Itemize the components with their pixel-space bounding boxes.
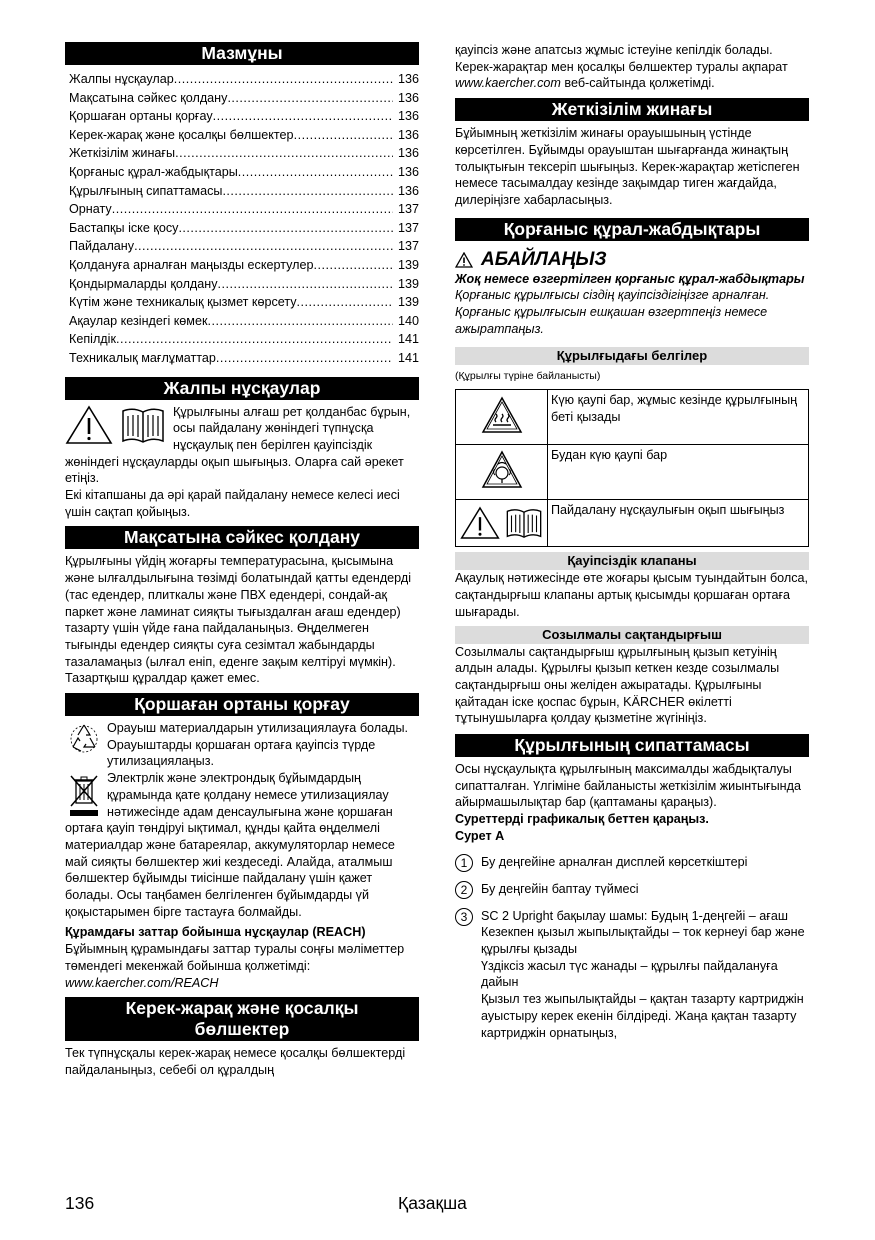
- kaercher-link[interactable]: www.kaercher.com: [455, 76, 561, 91]
- general-icons: [65, 405, 167, 445]
- toc-entry[interactable]: [69, 220, 419, 239]
- steam-burn-icon: [481, 450, 523, 490]
- item-text-line: SC 2 Upright бақылау шамы: Будың 1-деңгейі – ағаш: [481, 908, 788, 923]
- toc-leader-dots: [134, 238, 393, 255]
- toc-leader-dots: [213, 108, 393, 125]
- description-heading: Құрылғының сипаттамасы: [455, 734, 809, 757]
- warning-triangle-icon: [460, 506, 500, 540]
- symbols-note: (Құрылғы түріне байланысты): [455, 370, 601, 383]
- toc-entry[interactable]: [69, 127, 419, 146]
- delivery-heading: Жеткізілім жинағы: [455, 98, 809, 121]
- intended-use-paragraph-1: Құрылғыны үйдің жоғарғы температурасына, қысымына және ылғалдылығына төзімді болатындай қатты едендерді (тас едендер, плиткалы және ПВХ едендері, сондай-ақ паркет және ламинат сияқты тығыздалған ағаш едендер) тазарту үшін үйде ғана пайдаланыңыз. Өңделмеген тығынды едендер сияқты суға сезімтал жабындарды тазаламаңыз (ылғал еніп, еденге зақым келтіруі мүмкін).: [65, 554, 412, 669]
- toc-entry-page: 141: [397, 332, 419, 347]
- intended-use-section: [65, 553, 419, 687]
- toc-entry-page: 136: [397, 72, 419, 86]
- description-figure-note: Суреттерді графикалық беттен қараңыз.: [455, 812, 709, 827]
- protective-heading: Қорғаныс құрал-жабдықтары: [455, 218, 809, 241]
- toc-entry-page: 140: [397, 313, 419, 328]
- toc-leader-dots: [116, 331, 393, 348]
- toc-entry[interactable]: [69, 313, 419, 332]
- toc-entry-page: 139: [397, 295, 419, 310]
- symbol-icon-cell: [456, 390, 548, 445]
- toc-entry-page: 139: [397, 276, 419, 291]
- description-figure-label: Сурет А: [455, 828, 505, 843]
- toc-entry-title: Техникалық мағлұматтар: [69, 350, 216, 365]
- crossed-bin-icon: [67, 772, 101, 818]
- item-number-circle: 1: [455, 854, 473, 872]
- toc-leader-dots: [238, 164, 393, 181]
- toc-entry-page: 141: [397, 350, 419, 365]
- environment-section: [65, 720, 419, 991]
- toc-entry[interactable]: [69, 71, 419, 90]
- general-paragraph-2: Екі кітапшаны да әрі қарай пайдалану немесе келесі иесі үшін сақтап қойыңыз.: [65, 488, 400, 519]
- toc-leader-dots: [297, 294, 393, 311]
- toc-entry[interactable]: [69, 350, 419, 369]
- toc-entry-page: 136: [397, 127, 419, 142]
- toc-entry[interactable]: [69, 294, 419, 313]
- item-number-wrapper: [455, 881, 481, 899]
- toc-leader-dots: [227, 90, 393, 107]
- toc-entry-title: Қолдануға арналған маңызды ескертулер: [69, 257, 314, 272]
- recycling-icon: [67, 721, 101, 755]
- toc-leader-dots: [175, 145, 393, 162]
- toc-entry-title: Қоршаған ортаны қорғау: [69, 109, 213, 124]
- toc-entry-title: Пайдалану: [69, 239, 135, 254]
- description-list: [455, 854, 809, 1042]
- toc-entry[interactable]: [69, 183, 419, 202]
- read-manual-icon: [119, 405, 167, 445]
- item-text: [481, 854, 809, 872]
- toc-entry-title: Керек-жарақ және қосалқы бөлшектер: [69, 127, 294, 142]
- toc-entry-title: Күтім және техникалық қызмет көрсету: [69, 295, 297, 310]
- toc-entry-title: Орнату: [69, 202, 112, 217]
- general-heading: Жалпы нұсқаулар: [65, 377, 419, 400]
- toc-entry[interactable]: [69, 238, 419, 257]
- toc-leader-dots: [314, 257, 393, 274]
- toc-heading: Мазмұны: [65, 42, 419, 65]
- left-column: [65, 42, 419, 1079]
- read-manual-icon: [504, 506, 544, 540]
- symbols-table: [455, 389, 809, 547]
- toc-entry-title: Мақсатына сәйкес қолдану: [69, 90, 228, 105]
- intended-use-heading: Мақсатына сәйкес қолдану: [65, 526, 419, 549]
- toc-entry-page: 136: [397, 164, 419, 179]
- toc-entry-page: 136: [397, 183, 419, 198]
- toc-entry-page: 137: [397, 202, 419, 217]
- toc-entry-page: 136: [397, 146, 419, 161]
- symbol-icon-cell: [456, 500, 548, 547]
- caution-triangle-icon: [455, 252, 473, 268]
- symbol-text: Пайдалану нұсқаулығын оқып шығыңыз: [548, 500, 809, 547]
- warning-word: АБАЙЛАҢЫЗ: [481, 248, 607, 270]
- toc-entry-title: Құрылғының сипаттамасы: [69, 183, 223, 198]
- toc-entry-page: 137: [397, 239, 419, 254]
- list-item: [455, 908, 809, 1042]
- language-label: Қазақша: [398, 1193, 467, 1213]
- general-paragraph-1: Құрылғыны алғаш рет қолданбас бұрын, осы пайдалану жөніндегі түпнұсқа нұсқаулық пен берілген қауіпсіздік жөніндегі нұсқауларды оқып шығыңыз. Оларға сай әрекет етіңіз.: [65, 404, 411, 486]
- list-item: [455, 854, 809, 872]
- warning-paragraph-1: Қорғаныс құрылғысы сіздің қауіпсіздігіңізге арналған.: [455, 288, 770, 303]
- warning-subtitle: Жоқ немесе өзгертілген қорғаныс құрал-жабдықтары: [455, 271, 805, 286]
- item-text: [481, 881, 809, 899]
- toc-entry-title: Жалпы нұсқаулар: [69, 72, 174, 86]
- valve-heading: Қауіпсіздік клапаны: [455, 552, 809, 570]
- symbol-icon-cell: [456, 445, 548, 500]
- accessories-paragraph-2: [455, 59, 809, 92]
- symbol-text: Будан күю қаупі бар: [548, 445, 809, 500]
- toc-leader-dots: [216, 350, 393, 367]
- toc-leader-dots: [178, 220, 393, 237]
- accessories-heading-line-2: бөлшектер: [194, 1019, 290, 1040]
- fuse-heading: Созылмалы сақтандырғыш: [455, 626, 809, 644]
- reach-link[interactable]: www.kaercher.com/REACH: [65, 975, 219, 990]
- fuse-paragraph: Созылмалы сақтандырғыш құрылғының қызып кетуінің алдын алады. Құрылғы қызып кеткен кезде созылмалы сақтандырғыш оны желіден ажыратады. Құрылғыны қайтадан іске қоспас бұрын, KÄRCHER өкілетті тұтынушыларға қолдау қызметіне жүгініңіз.: [455, 644, 780, 726]
- toc-entry-title: Бастапқы іске қосу: [69, 220, 179, 235]
- accessories-heading-line-1: Керек-жарақ және қосалқы: [125, 998, 359, 1019]
- toc-leader-dots: [207, 313, 393, 330]
- toc-leader-dots: [222, 183, 393, 200]
- environment-paragraph-2: Электрлік және электрондық бұйымдардың құрамында қате қолдану немесе утилизациялау нәтижесінде адам денсаулығына және қоршаған ортаға қауіп төндіруі ықтимал, құнды қайта өңделмелі материалдар және батареялар, аккумуляторлар немесе май сияқты бөлшектер жиі кездеседі. Алайда, аталмыш бөлшектер бұйымды тиісінше пайдалану үшін қажет болады. Осы таңбамен белгіленген бұйымдарды үй қоқыстарымен бірге тастауға болмайды.: [65, 771, 395, 919]
- warning-header: [455, 249, 809, 271]
- environment-heading: Қоршаған ортаны қорғау: [65, 693, 419, 716]
- delivery-paragraph: Бұйымның жеткізілім жинағы орауышының үстінде көрсетілген. Бұйымды орауыштан шығарғанда жинақтың толықтығын тексеріп шығыңыз. Керек-жарақтар жетіспеген немесе тасымалдау кезінде зақымдар тиген жағдайда, дилеріңізге хабарласыңыз.: [455, 126, 800, 207]
- general-section: [65, 404, 419, 521]
- toc-entry-page: 136: [397, 109, 419, 124]
- toc-leader-dots: [112, 201, 393, 218]
- item-number-wrapper: [455, 908, 481, 1042]
- list-item: [455, 881, 809, 899]
- table-row: [456, 390, 809, 445]
- warning-triangle-icon: [65, 405, 113, 445]
- item-number-circle: 3: [455, 908, 473, 926]
- toc-leader-dots: [174, 71, 393, 88]
- item-text-line: Кезекпен қызыл жыпылықтайды – ток кернеуі бар және құрылғы қызады: [481, 925, 805, 956]
- symbols-heading: Құрылғыдағы белгілер: [455, 347, 809, 365]
- item-number-wrapper: [455, 854, 481, 872]
- item-text-line: Үздіксіз жасыл түс жанады – құрылғы пайдалануға дайын: [481, 958, 778, 990]
- item-text-line: Бу деңгейіне арналған дисплей көрсеткіштері: [481, 854, 748, 869]
- table-row: [456, 500, 809, 547]
- reach-heading: Құрамдағы заттар бойынша нұсқаулар (REACH): [65, 925, 366, 940]
- reach-paragraph: [65, 941, 419, 991]
- item-text: [481, 908, 809, 1042]
- toc-entry-title: Қондырмаларды қолдану: [69, 276, 218, 291]
- toc-entry[interactable]: [69, 90, 419, 109]
- toc-entry[interactable]: [69, 276, 419, 295]
- item-text-line: Бу деңгейін баптау түймесі: [481, 881, 639, 896]
- accessories-p2-post: веб-сайтында қолжетімді.: [564, 76, 715, 91]
- right-column: [455, 42, 809, 1041]
- table-of-contents: [69, 71, 419, 369]
- toc-entry[interactable]: [69, 257, 419, 276]
- toc-leader-dots: [218, 276, 393, 293]
- item-number-circle: 2: [455, 881, 473, 899]
- accessories-heading: [65, 997, 419, 1041]
- intended-use-paragraph-2: Тазартқыш құралдар қажет емес.: [65, 671, 260, 686]
- accessories-paragraph-1-start: Тек түпнұсқалы керек-жарақ немесе қосалқы бөлшектерді пайдаланыңыз, себебі ол құралдың: [65, 1046, 406, 1077]
- toc-leader-dots: [294, 127, 393, 144]
- toc-entry-page: 139: [397, 257, 419, 272]
- toc-entry[interactable]: [69, 108, 419, 127]
- toc-entry[interactable]: [69, 145, 419, 164]
- table-row: [456, 445, 809, 500]
- hot-surface-icon: [481, 396, 523, 434]
- page-number: 136: [65, 1193, 95, 1213]
- environment-paragraph-1: Орауыш материалдарын утилизациялауға болады. Орауыштарды қоршаған ортаға қауіпсіз түрде утилизациялаңыз.: [107, 721, 409, 769]
- warning-paragraph-2: Қорғаныс құрылғысын ешқашан өзгертпеңіз немесе ажыратпаңыз.: [455, 305, 768, 336]
- toc-entry-title: Қорғаныс құрал-жабдықтары: [69, 164, 238, 179]
- toc-entry[interactable]: [69, 201, 419, 220]
- toc-entry[interactable]: [69, 164, 419, 183]
- toc-entry[interactable]: [69, 331, 419, 350]
- item-text-line: Қызыл тез жыпылықтайды – қақтан тазарту картриджін ауыстыру керек екенін білдіреді. Жаңа қақтан тазарту картриджін орнатыңыз,: [481, 992, 804, 1040]
- toc-entry-page: 136: [397, 90, 419, 105]
- toc-entry-page: 137: [397, 220, 419, 235]
- reach-text: Бұйымның құрамындағы заттар туралы соңғы мәліметтер төмендегі мекенжай бойынша қолжетімді:: [65, 942, 405, 973]
- accessories-p2-pre: Керек-жарақтар мен қосалқы бөлшектер туралы ақпарат: [455, 59, 788, 74]
- valve-paragraph: Ақаулық нәтижесінде өте жоғары қысым туындайтын болса, сақтандырғыш клапаны артық қысымды қоршаған ортаға шығарады.: [455, 571, 809, 619]
- toc-entry-title: Жеткізілім жинағы: [69, 146, 176, 161]
- description-paragraph-1: Осы нұсқаулықта құрылғының максималды жабдықталуы сипатталған. Үлгіміне байланысты жеткізілім жиынтығында айырмашылықтар бар (қаптаманы қараңыз).: [455, 762, 801, 810]
- toc-entry-title: Кепілдік: [69, 332, 116, 347]
- symbol-text: Күю қаупі бар, жұмыс кезінде құрылғының беті қызады: [548, 390, 809, 445]
- accessories-paragraph-1-end: қауіпсіз және апатсыз жұмыс істеуіне кепілдік болады.: [455, 43, 773, 57]
- toc-entry-title: Ақаулар кезіндегі көмек: [69, 313, 208, 328]
